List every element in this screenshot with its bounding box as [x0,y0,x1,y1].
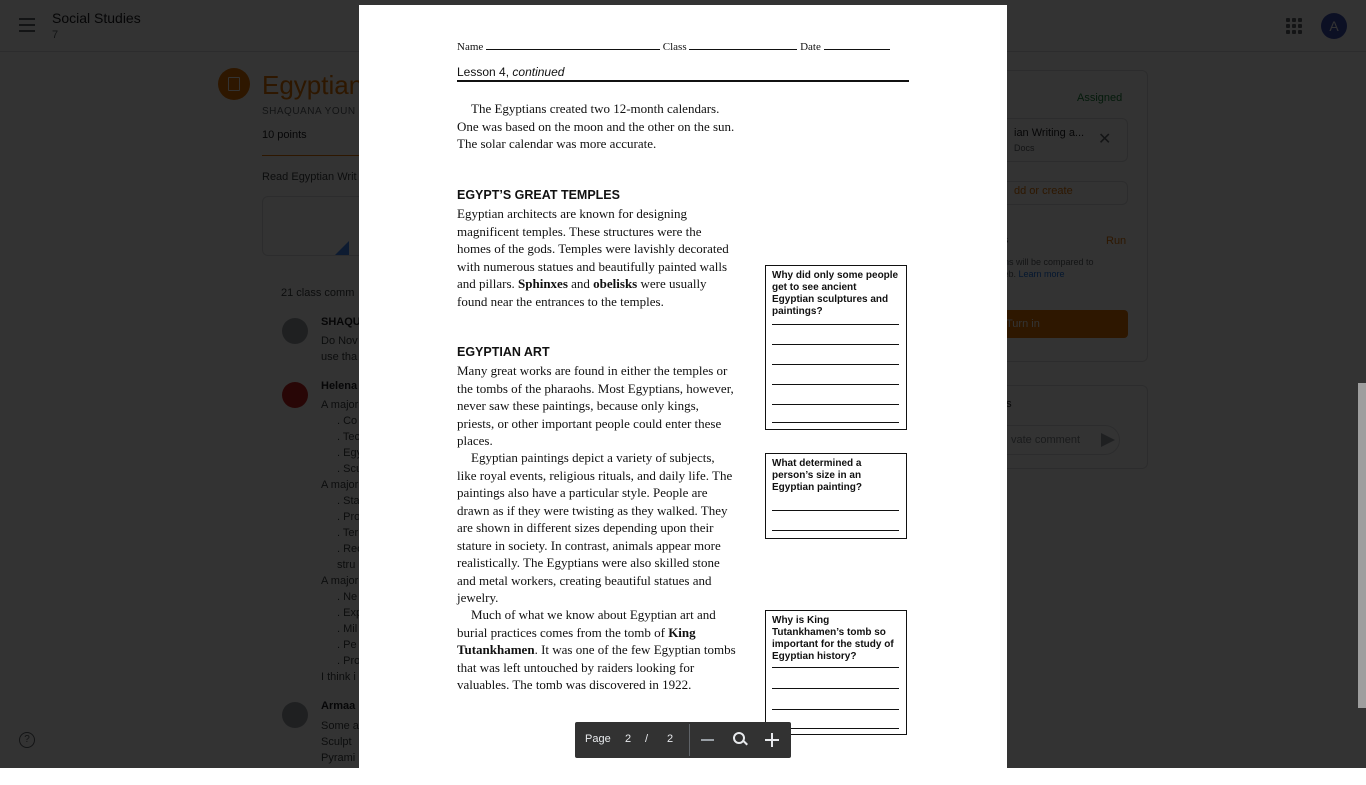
paragraph-art: Many great works are found in either the temples or the tombs of the pharaohs. Most Egyptians, however, never saw these paintings, because only kings, priests, or other important people could enter these places. [457,363,734,448]
question-box-1 [765,265,907,430]
name-line [486,41,660,50]
toolbar-divider [689,724,690,756]
answer-line [772,728,899,729]
tutankhamen-term: King Tutankhamen [457,624,696,657]
class-line [689,41,797,50]
total-pages: 2 [667,733,674,745]
answer-line [772,364,899,365]
question-text: Why did only some people get to see ancient Egyptian sculptures and paintings? [772,270,899,317]
page-separator: / [645,733,649,745]
answer-line [772,709,899,710]
page-label: Page [585,733,611,745]
answer-line [772,404,899,405]
page-number-input[interactable]: 2 [625,733,632,745]
pdf-page [359,5,1007,785]
answer-line [772,688,899,689]
lesson-continued: continued [512,65,565,79]
header-rule [457,80,909,82]
and-text: and [571,276,590,291]
lesson-label [457,65,564,79]
heading-temples: EGYPT’S GREAT TEMPLES [457,188,620,202]
answer-line [772,384,899,385]
paragraph-paintings: Egyptian paintings depict a variety of subjects, like royal events, religious rituals, and daily life. The paintings also have a particular style. People are drawn as if they were twisting as they walked. They are shown in different sizes depending upon their stature in society. In contrast, animals appear more realistically. The Egyptians were also skilled stone and metal workers, creating beautiful statues and jewelry. [457,450,733,605]
answer-line [772,530,899,531]
answer-line [772,344,899,345]
class-label: Class [662,41,687,53]
worksheet-header [457,41,890,53]
answer-line [772,510,899,511]
zoom-out-icon[interactable] [701,739,714,741]
paragraph-calendars: The Egyptians created two 12-month calendars. One was based on the moon and the other on the sun. The solar calendar was more accurate. [457,101,735,151]
answer-line [772,324,899,325]
sphinxes-term: Sphinxes [518,276,568,291]
question-text: What determined a person’s size in an Egyptian painting? [772,458,862,493]
date-line [824,41,890,50]
viewer-scrollbar[interactable] [1358,383,1366,708]
date-label: Date [800,41,821,53]
name-label: Name [457,41,484,53]
question-box-3 [765,610,907,735]
paragraph-temples [457,205,737,310]
obelisks-term: obelisks [593,276,638,291]
answer-line [772,422,899,423]
question-box-2 [765,453,907,539]
temples-text-end: were usually found near the entrances to the temples. [457,276,707,309]
tut-text: Much of what we know about Egyptian art and burial practices comes from the tomb of [457,607,716,640]
pdf-toolbar [575,722,791,758]
tut-text-end: . It was one of the few Egyptian tombs that was left untouched by raiders looking for valuables. The tomb was discovered in 1922. [457,642,736,692]
paragraph-tutankhamen [457,606,737,694]
zoom-in-icon[interactable] [765,733,779,747]
answer-line [772,667,899,668]
temples-text: Egyptian architects are known for designing magnificent temples. These structures were the homes of the gods. Temples were lavishly decorated with numerous statues and beautifully painted walls and pillars. [457,206,729,291]
lesson-number: Lesson 4, [457,65,510,79]
question-text: Why is King Tutankhamen’s tomb so important for the study of Egyptian history? [772,615,894,662]
heading-art: EGYPTIAN ART [457,345,550,359]
zoom-fit-icon[interactable] [733,732,745,744]
